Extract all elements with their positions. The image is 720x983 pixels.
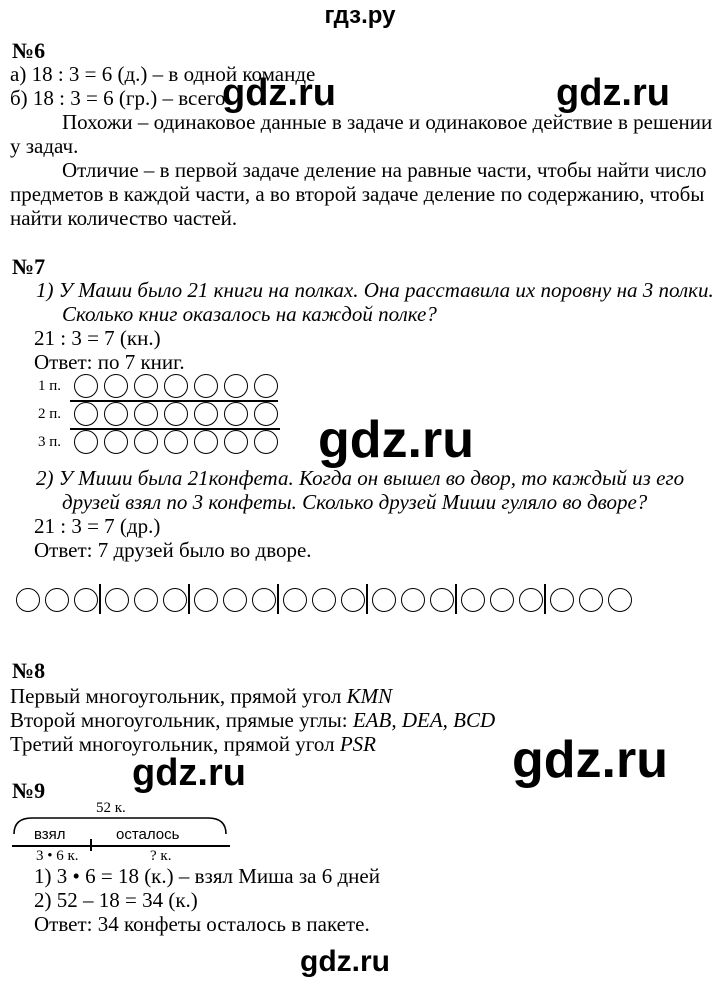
- candy-circle: [341, 588, 365, 612]
- candy-circle: [461, 588, 485, 612]
- task9-step1: 1) 3 • 6 = 18 (к.) – взял Миша за 6 дней: [34, 864, 380, 888]
- group-divider: [455, 584, 457, 614]
- task7-p1-calc: 21 : 3 = 7 (кн.): [34, 326, 161, 350]
- task7-p2-line2: друзей взял по 3 конфеты. Сколько друзей Миши гуляло во дворе?: [62, 490, 648, 514]
- book-circle: [224, 402, 248, 426]
- candy-circle: [163, 588, 187, 612]
- task6-similar-2: у задач.: [10, 134, 79, 158]
- candy-circle: [134, 588, 158, 612]
- task6-title: №6: [12, 38, 46, 63]
- candy-circle: [490, 588, 514, 612]
- task8-line2-text: Второй многоугольник, прямые углы:: [10, 708, 348, 732]
- task8-line3-angle: PSR: [339, 732, 376, 756]
- book-circle: [254, 430, 278, 454]
- book-circle: [254, 374, 278, 398]
- task9-answer: Ответ: 34 конфеты осталось в пакете.: [34, 912, 370, 936]
- shelf-label-2: 2 п.: [38, 406, 62, 422]
- diagram-left-q: ? к.: [150, 848, 172, 864]
- task8-line3-text: Третий многоугольник, прямой угол: [10, 732, 335, 756]
- candy-circle: [105, 588, 129, 612]
- shelf-label-1: 1 п.: [38, 378, 62, 394]
- watermark: gdz.ru: [318, 411, 474, 469]
- task7-p2-answer: Ответ: 7 друзей было во дворе.: [34, 538, 312, 562]
- diagram-divider: [90, 839, 92, 851]
- book-circle: [164, 374, 188, 398]
- task6-line-b: б) 18 : 3 = 6 (гр.) – всего: [10, 86, 226, 110]
- task9-step2: 2) 52 – 18 = 34 (к.): [34, 888, 198, 912]
- watermark: gdz.ru: [556, 72, 670, 114]
- group-divider: [544, 584, 546, 614]
- book-circle: [134, 374, 158, 398]
- task7-p2-calc: 21 : 3 = 7 (др.): [34, 514, 161, 538]
- book-circle: [104, 430, 128, 454]
- watermark: gdz.ru: [300, 945, 390, 978]
- candy-circle: [608, 588, 632, 612]
- task7-title: №7: [12, 254, 46, 279]
- task9-diagram: [10, 800, 240, 862]
- diagram-left-label: осталось: [116, 826, 180, 843]
- book-circle: [254, 402, 278, 426]
- diagram-segment: [12, 845, 230, 847]
- book-circle: [134, 430, 158, 454]
- shelf-label-3: 3 п.: [38, 434, 62, 450]
- task6-diff-3: найти количество частей.: [10, 206, 238, 230]
- task7-p1-answer: Ответ: по 7 книг.: [34, 350, 185, 374]
- book-circle: [104, 374, 128, 398]
- candy-circle: [401, 588, 425, 612]
- task8-line1-text: Первый многоугольник, прямой угол: [10, 684, 342, 708]
- task9-title: №9: [12, 778, 46, 803]
- task8-line1-angle: KMN: [346, 684, 393, 708]
- candy-circle: [283, 588, 307, 612]
- candy-circle: [74, 588, 98, 612]
- candies-diagram: [14, 584, 654, 620]
- task7-p1-line2: Сколько книг оказалось на каждой полке?: [62, 302, 437, 326]
- task7-p1-line1: 1) У Маши было 21 книги на полках. Она расставила их поровну на 3 полки.: [36, 278, 714, 302]
- group-divider: [99, 584, 101, 614]
- shelves-diagram: [30, 370, 290, 460]
- candy-circle: [16, 588, 40, 612]
- site-header: гдз.ру: [324, 2, 396, 29]
- candy-circle: [519, 588, 543, 612]
- task7-p2-line1: 2) У Миши была 21конфета. Когда он вышел во двор, то каждый из его: [36, 466, 685, 490]
- task8-title: №8: [12, 658, 46, 683]
- book-circle: [224, 374, 248, 398]
- book-circle: [164, 430, 188, 454]
- shelf-line-1: [70, 400, 278, 402]
- task6-similar-1: Похожи – одинаковое данные в задаче и одинаковое действие в решении: [62, 110, 713, 134]
- task6-line-a: а) 18 : 3 = 6 (д.) – в одной команде: [10, 62, 316, 86]
- shelf-line-2: [70, 428, 280, 430]
- candy-circle: [45, 588, 69, 612]
- candy-circle: [194, 588, 218, 612]
- book-circle: [164, 402, 188, 426]
- candy-circle: [223, 588, 247, 612]
- candy-circle: [579, 588, 603, 612]
- book-circle: [74, 402, 98, 426]
- watermark: gdz.ru: [512, 731, 668, 789]
- book-circle: [194, 374, 218, 398]
- diagram-total: 52 к.: [96, 800, 126, 816]
- group-divider: [188, 584, 190, 614]
- book-circle: [194, 402, 218, 426]
- book-circle: [224, 430, 248, 454]
- candy-circle: [312, 588, 336, 612]
- task6-diff-1: Отличие – в первой задаче деление на равные части, чтобы найти число: [62, 158, 707, 182]
- candy-circle: [550, 588, 574, 612]
- book-circle: [74, 374, 98, 398]
- diagram-took-calc: 3 • 6 к.: [36, 848, 79, 864]
- watermark: gdz.ru: [222, 72, 336, 114]
- group-divider: [366, 584, 368, 614]
- task8-line2: [10, 708, 495, 732]
- task8-line1: [10, 684, 392, 708]
- candy-circle: [372, 588, 396, 612]
- candy-circle: [252, 588, 276, 612]
- watermark: gdz.ru: [132, 752, 246, 794]
- diagram-took-label: взял: [34, 826, 66, 843]
- task6-diff-2: предметов в каждой части, а во второй задаче деление по содержанию, чтобы: [10, 182, 705, 206]
- task8-line2-angles: EAB, DEA, BCD: [352, 708, 496, 732]
- candy-circle: [430, 588, 454, 612]
- group-divider: [277, 584, 279, 614]
- book-circle: [194, 430, 218, 454]
- book-circle: [134, 402, 158, 426]
- book-circle: [74, 430, 98, 454]
- book-circle: [104, 402, 128, 426]
